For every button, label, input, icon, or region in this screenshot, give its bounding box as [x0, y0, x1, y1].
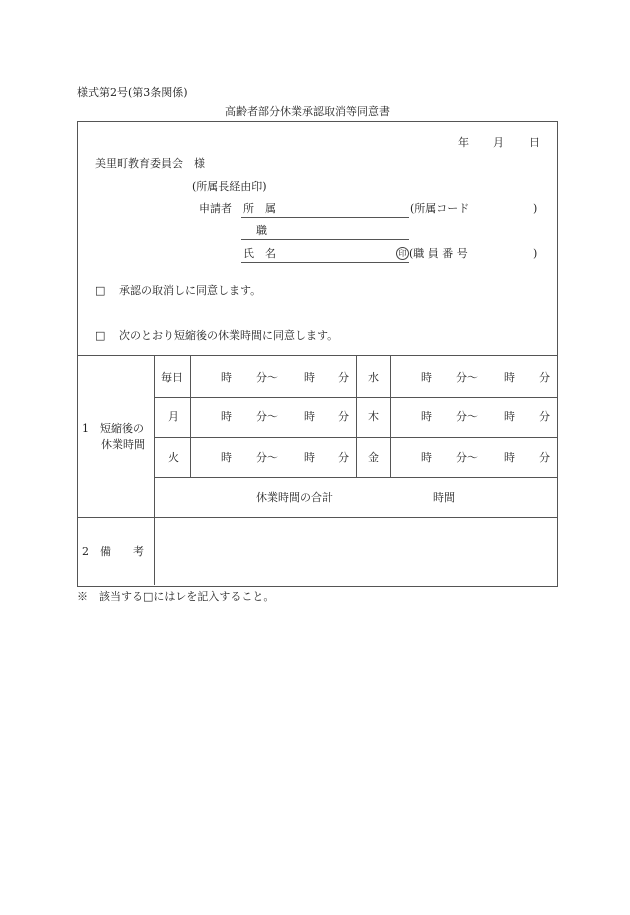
row3-right-hour[interactable]: 時 — [421, 451, 432, 464]
day-monday: 月 — [168, 410, 179, 423]
day-everyday: 毎日 — [161, 371, 183, 384]
form-title: 高齢者部分休業承認取消等同意書 — [225, 105, 390, 118]
row1-left-minute-from[interactable]: 分〜 — [256, 371, 278, 384]
form-number: 様式第2号(第3条関係) — [77, 86, 188, 99]
row2-right-minute-from[interactable]: 分〜 — [456, 410, 478, 423]
affiliation-field[interactable] — [241, 217, 409, 218]
row2-right-minute-to[interactable]: 分 — [539, 410, 550, 423]
section1-label-line1: 1 短縮後の — [82, 422, 144, 435]
section2-label: 2 備 考 — [82, 545, 144, 558]
seal-icon: 印 — [396, 247, 409, 260]
divider-row3 — [154, 477, 557, 478]
row3-left-minute-from[interactable]: 分〜 — [256, 451, 278, 464]
affiliation-code-close: ) — [533, 202, 538, 215]
affiliation-code-label: (所属コード — [410, 202, 470, 215]
date-day[interactable]: 日 — [529, 136, 540, 149]
option-cancel-text: 承認の取消しに同意します。 — [119, 284, 262, 297]
total-hours[interactable]: 時間 — [433, 491, 455, 504]
row3-right-hour-to[interactable]: 時 — [504, 451, 515, 464]
row1-left-hour-to[interactable]: 時 — [304, 371, 315, 384]
seal-mark — [396, 247, 409, 260]
row3-right-minute-to[interactable]: 分 — [539, 451, 550, 464]
row2-left-hour-to[interactable]: 時 — [304, 410, 315, 423]
applicant-label: 申請者 — [199, 202, 232, 215]
row3-left-minute-to[interactable]: 分 — [338, 451, 349, 464]
row2-left-minute-from[interactable]: 分〜 — [256, 410, 278, 423]
row2-left-minute-to[interactable]: 分 — [338, 410, 349, 423]
row2-left-hour[interactable]: 時 — [221, 410, 232, 423]
staff-number-label: (職 員 番 号 — [409, 247, 468, 260]
row3-left-hour-to[interactable]: 時 — [304, 451, 315, 464]
position-field[interactable] — [241, 239, 409, 240]
row1-left-minute-to[interactable]: 分 — [338, 371, 349, 384]
addressee: 美里町教育委員会 様 — [95, 157, 205, 170]
date-month[interactable]: 月 — [493, 136, 504, 149]
divider-mid — [356, 355, 357, 477]
row1-right-hour-to[interactable]: 時 — [504, 371, 515, 384]
row1-left-hour[interactable]: 時 — [221, 371, 232, 384]
day-friday: 金 — [368, 451, 379, 464]
affiliation-label: 所 属 — [243, 202, 276, 215]
name-label: 氏 名 — [243, 247, 276, 260]
position-label: 職 — [256, 224, 267, 237]
divider-day-left — [190, 355, 191, 477]
footnote: ※ 該当する□にはレを記入すること。 — [77, 590, 275, 603]
row1-right-minute-from[interactable]: 分〜 — [456, 371, 478, 384]
divider-day-right — [390, 355, 391, 477]
row2-right-hour-to[interactable]: 時 — [504, 410, 515, 423]
remarks-field[interactable] — [155, 518, 557, 586]
option-shorten-text: 次のとおり短縮後の休業時間に同意します。 — [119, 329, 339, 342]
row3-right-minute-from[interactable]: 分〜 — [456, 451, 478, 464]
divider-top — [77, 355, 557, 356]
option-shorten-checkbox[interactable]: □ — [95, 329, 106, 342]
day-wednesday: 水 — [368, 371, 379, 384]
total-label: 休業時間の合計 — [256, 491, 333, 504]
row2-right-hour[interactable]: 時 — [421, 410, 432, 423]
option-cancel-checkbox[interactable]: □ — [95, 284, 106, 297]
day-tuesday: 火 — [168, 451, 179, 464]
row3-left-hour[interactable]: 時 — [221, 451, 232, 464]
row1-right-hour[interactable]: 時 — [421, 371, 432, 384]
via-label: (所属長経由印) — [192, 180, 267, 193]
day-thursday: 木 — [368, 410, 379, 423]
staff-number-close: ) — [533, 247, 538, 260]
row1-right-minute-to[interactable]: 分 — [539, 371, 550, 384]
section1-label-line2: 休業時間 — [101, 438, 145, 451]
date-year[interactable]: 年 — [458, 136, 469, 149]
name-field[interactable] — [241, 262, 409, 263]
